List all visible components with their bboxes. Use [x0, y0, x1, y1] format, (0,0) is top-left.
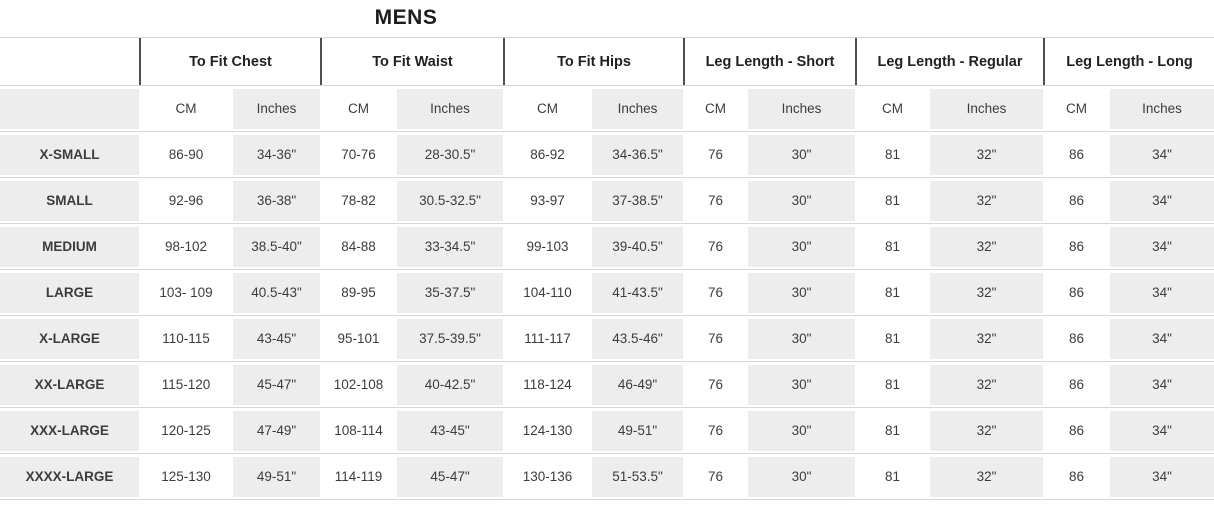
- value-cell-hips-cm: 124-130: [522, 423, 573, 438]
- value-cell-leg-regular-cm: 81: [884, 469, 901, 484]
- value-cell-leg-long-cm: 86: [1068, 423, 1085, 438]
- value-cell-hips-inches: 51-53.5": [592, 457, 683, 497]
- value-cell-leg-long-inches: 34": [1110, 411, 1214, 451]
- table-row: [0, 361, 1214, 407]
- unit-header-cm: CM: [705, 101, 726, 116]
- unit-header-row: [0, 85, 1214, 131]
- value-cell-leg-long-cm: 86: [1068, 377, 1085, 392]
- size-table: [0, 37, 1214, 500]
- chart-title: MENS: [374, 6, 438, 29]
- value-cell-waist-cm: 102-108: [333, 377, 384, 392]
- unit-header-spacer: [0, 89, 139, 129]
- group-header-leg-long: Leg Length - Long: [1043, 38, 1214, 85]
- value-cell-leg-regular-inches: 32": [930, 411, 1043, 451]
- value-cell-chest-cm: 115-120: [161, 377, 211, 392]
- size-label: MEDIUM: [0, 227, 139, 267]
- value-cell-chest-inches: 49-51": [233, 457, 320, 497]
- group-header-leg-regular: Leg Length - Regular: [855, 38, 1043, 85]
- value-cell-leg-short-cm: 76: [707, 331, 724, 346]
- value-cell-leg-short-cm: 76: [707, 423, 724, 438]
- value-cell-waist-cm: 84-88: [341, 239, 376, 254]
- value-cell-chest-cm: 98-102: [164, 239, 208, 254]
- value-cell-leg-regular-cm: 81: [884, 285, 901, 300]
- value-cell-hips-cm: 99-103: [526, 239, 569, 254]
- size-label: XXXX-LARGE: [0, 457, 139, 497]
- table-body: [0, 131, 1214, 499]
- value-cell-chest-inches: 34-36": [233, 135, 320, 175]
- value-cell-leg-regular-cm: 81: [884, 423, 901, 438]
- value-cell-leg-short-inches: 30": [748, 273, 855, 313]
- value-cell-leg-short-inches: 30": [748, 365, 855, 405]
- value-cell-hips-cm: 104-110: [523, 285, 572, 300]
- value-cell-leg-short-inches: 30": [748, 135, 855, 175]
- value-cell-leg-long-cm: 86: [1068, 147, 1085, 162]
- value-cell-chest-inches: 36-38": [233, 181, 320, 221]
- value-cell-leg-long-inches: 34": [1110, 135, 1214, 175]
- value-cell-leg-short-inches: 30": [748, 457, 855, 497]
- value-cell-leg-short-inches: 30": [748, 227, 855, 267]
- value-cell-hips-cm: 111-117: [524, 331, 571, 346]
- unit-header-inches: Inches: [1110, 89, 1214, 129]
- unit-header-cm: CM: [175, 101, 197, 116]
- value-cell-waist-cm: 114-119: [334, 469, 383, 484]
- value-cell-waist-inches: 35-37.5": [397, 273, 503, 313]
- value-cell-leg-regular-cm: 81: [884, 377, 901, 392]
- value-cell-leg-short-cm: 76: [707, 377, 724, 392]
- value-cell-leg-short-inches: 30": [748, 319, 855, 359]
- table-row: [0, 315, 1214, 361]
- value-cell-leg-regular-cm: 81: [884, 193, 901, 208]
- value-cell-chest-inches: 47-49": [233, 411, 320, 451]
- size-label: SMALL: [0, 181, 139, 221]
- value-cell-waist-inches: 28-30.5": [397, 135, 503, 175]
- value-cell-leg-long-inches: 34": [1110, 365, 1214, 405]
- value-cell-waist-cm: 78-82: [341, 193, 376, 208]
- value-cell-leg-regular-inches: 32": [930, 365, 1043, 405]
- value-cell-leg-long-cm: 86: [1068, 331, 1085, 346]
- value-cell-leg-regular-cm: 81: [884, 331, 901, 346]
- value-cell-leg-short-cm: 76: [707, 147, 724, 162]
- value-cell-leg-long-inches: 34": [1110, 319, 1214, 359]
- corner-spacer-cell: [0, 38, 139, 85]
- unit-header-inches: Inches: [592, 89, 683, 129]
- group-header-row: [0, 37, 1214, 85]
- size-label: LARGE: [0, 273, 139, 313]
- size-label: X-LARGE: [0, 319, 139, 359]
- group-header-chest: To Fit Chest: [139, 38, 320, 85]
- value-cell-leg-long-cm: 86: [1068, 193, 1085, 208]
- value-cell-leg-regular-inches: 32": [930, 227, 1043, 267]
- value-cell-leg-long-inches: 34": [1110, 181, 1214, 221]
- value-cell-hips-inches: 46-49": [592, 365, 683, 405]
- size-label: XXX-LARGE: [0, 411, 139, 451]
- value-cell-chest-cm: 92-96: [168, 193, 204, 208]
- value-cell-hips-inches: 39-40.5": [592, 227, 683, 267]
- value-cell-waist-cm: 108-114: [334, 423, 383, 438]
- group-header-waist: To Fit Waist: [320, 38, 503, 85]
- value-cell-waist-cm: 70-76: [341, 147, 376, 162]
- value-cell-leg-regular-inches: 32": [930, 457, 1043, 497]
- value-cell-leg-long-inches: 34": [1110, 273, 1214, 313]
- value-cell-hips-cm: 130-136: [522, 469, 573, 484]
- unit-header-inches: Inches: [748, 89, 855, 129]
- value-cell-leg-regular-cm: 81: [884, 239, 901, 254]
- table-row: [0, 407, 1214, 453]
- value-cell-waist-inches: 43-45": [397, 411, 503, 451]
- group-header-leg-short: Leg Length - Short: [683, 38, 855, 85]
- value-cell-leg-regular-inches: 32": [930, 135, 1043, 175]
- value-cell-leg-long-cm: 86: [1068, 469, 1085, 484]
- value-cell-waist-inches: 45-47": [397, 457, 503, 497]
- value-cell-leg-long-inches: 34": [1110, 227, 1214, 267]
- value-cell-waist-inches: 30.5-32.5": [397, 181, 503, 221]
- value-cell-chest-cm: 125-130: [161, 469, 211, 484]
- value-cell-leg-short-cm: 76: [707, 469, 724, 484]
- table-row: [0, 453, 1214, 499]
- value-cell-chest-inches: 43-45": [233, 319, 320, 359]
- value-cell-leg-short-cm: 76: [707, 285, 724, 300]
- value-cell-waist-cm: 95-101: [337, 331, 380, 346]
- value-cell-waist-inches: 37.5-39.5": [397, 319, 503, 359]
- value-cell-chest-cm: 86-90: [168, 147, 204, 162]
- size-label: X-SMALL: [0, 135, 139, 175]
- value-cell-leg-short-cm: 76: [707, 239, 724, 254]
- value-cell-waist-inches: 33-34.5": [397, 227, 503, 267]
- value-cell-waist-cm: 89-95: [341, 285, 376, 300]
- value-cell-leg-short-inches: 30": [748, 181, 855, 221]
- value-cell-leg-regular-inches: 32": [930, 181, 1043, 221]
- value-cell-hips-inches: 49-51": [592, 411, 683, 451]
- table-row: [0, 131, 1214, 177]
- value-cell-leg-regular-inches: 32": [930, 319, 1043, 359]
- size-label: XX-LARGE: [0, 365, 139, 405]
- value-cell-hips-cm: 118-124: [523, 377, 572, 392]
- value-cell-hips-cm: 93-97: [530, 193, 565, 208]
- value-cell-leg-long-inches: 34": [1110, 457, 1214, 497]
- value-cell-chest-cm: 120-125: [161, 423, 211, 438]
- value-cell-leg-short-cm: 76: [707, 193, 724, 208]
- value-cell-leg-regular-cm: 81: [884, 147, 901, 162]
- value-cell-chest-cm: 103- 109: [159, 285, 213, 300]
- unit-header-cm: CM: [882, 101, 903, 116]
- unit-header-inches: Inches: [233, 89, 320, 129]
- value-cell-hips-inches: 41-43.5": [592, 273, 683, 313]
- value-cell-chest-inches: 40.5-43": [233, 273, 320, 313]
- value-cell-hips-inches: 37-38.5": [592, 181, 683, 221]
- unit-header-inches: Inches: [930, 89, 1043, 129]
- unit-header-cm: CM: [348, 101, 369, 116]
- value-cell-leg-regular-inches: 32": [930, 273, 1043, 313]
- group-header-hips: To Fit Hips: [503, 38, 683, 85]
- value-cell-leg-long-cm: 86: [1068, 285, 1085, 300]
- value-cell-chest-inches: 38.5-40": [233, 227, 320, 267]
- table-row: [0, 269, 1214, 315]
- table-row: [0, 223, 1214, 269]
- value-cell-waist-inches: 40-42.5": [397, 365, 503, 405]
- value-cell-hips-inches: 34-36.5": [592, 135, 683, 175]
- value-cell-chest-inches: 45-47": [233, 365, 320, 405]
- unit-header-cm: CM: [537, 101, 558, 116]
- value-cell-chest-cm: 110-115: [162, 331, 210, 346]
- value-cell-leg-short-inches: 30": [748, 411, 855, 451]
- value-cell-hips-inches: 43.5-46": [592, 319, 683, 359]
- unit-header-cm: CM: [1066, 101, 1087, 116]
- unit-header-inches: Inches: [397, 89, 503, 129]
- value-cell-leg-long-cm: 86: [1068, 239, 1085, 254]
- table-row: [0, 177, 1214, 223]
- value-cell-hips-cm: 86-92: [530, 147, 565, 162]
